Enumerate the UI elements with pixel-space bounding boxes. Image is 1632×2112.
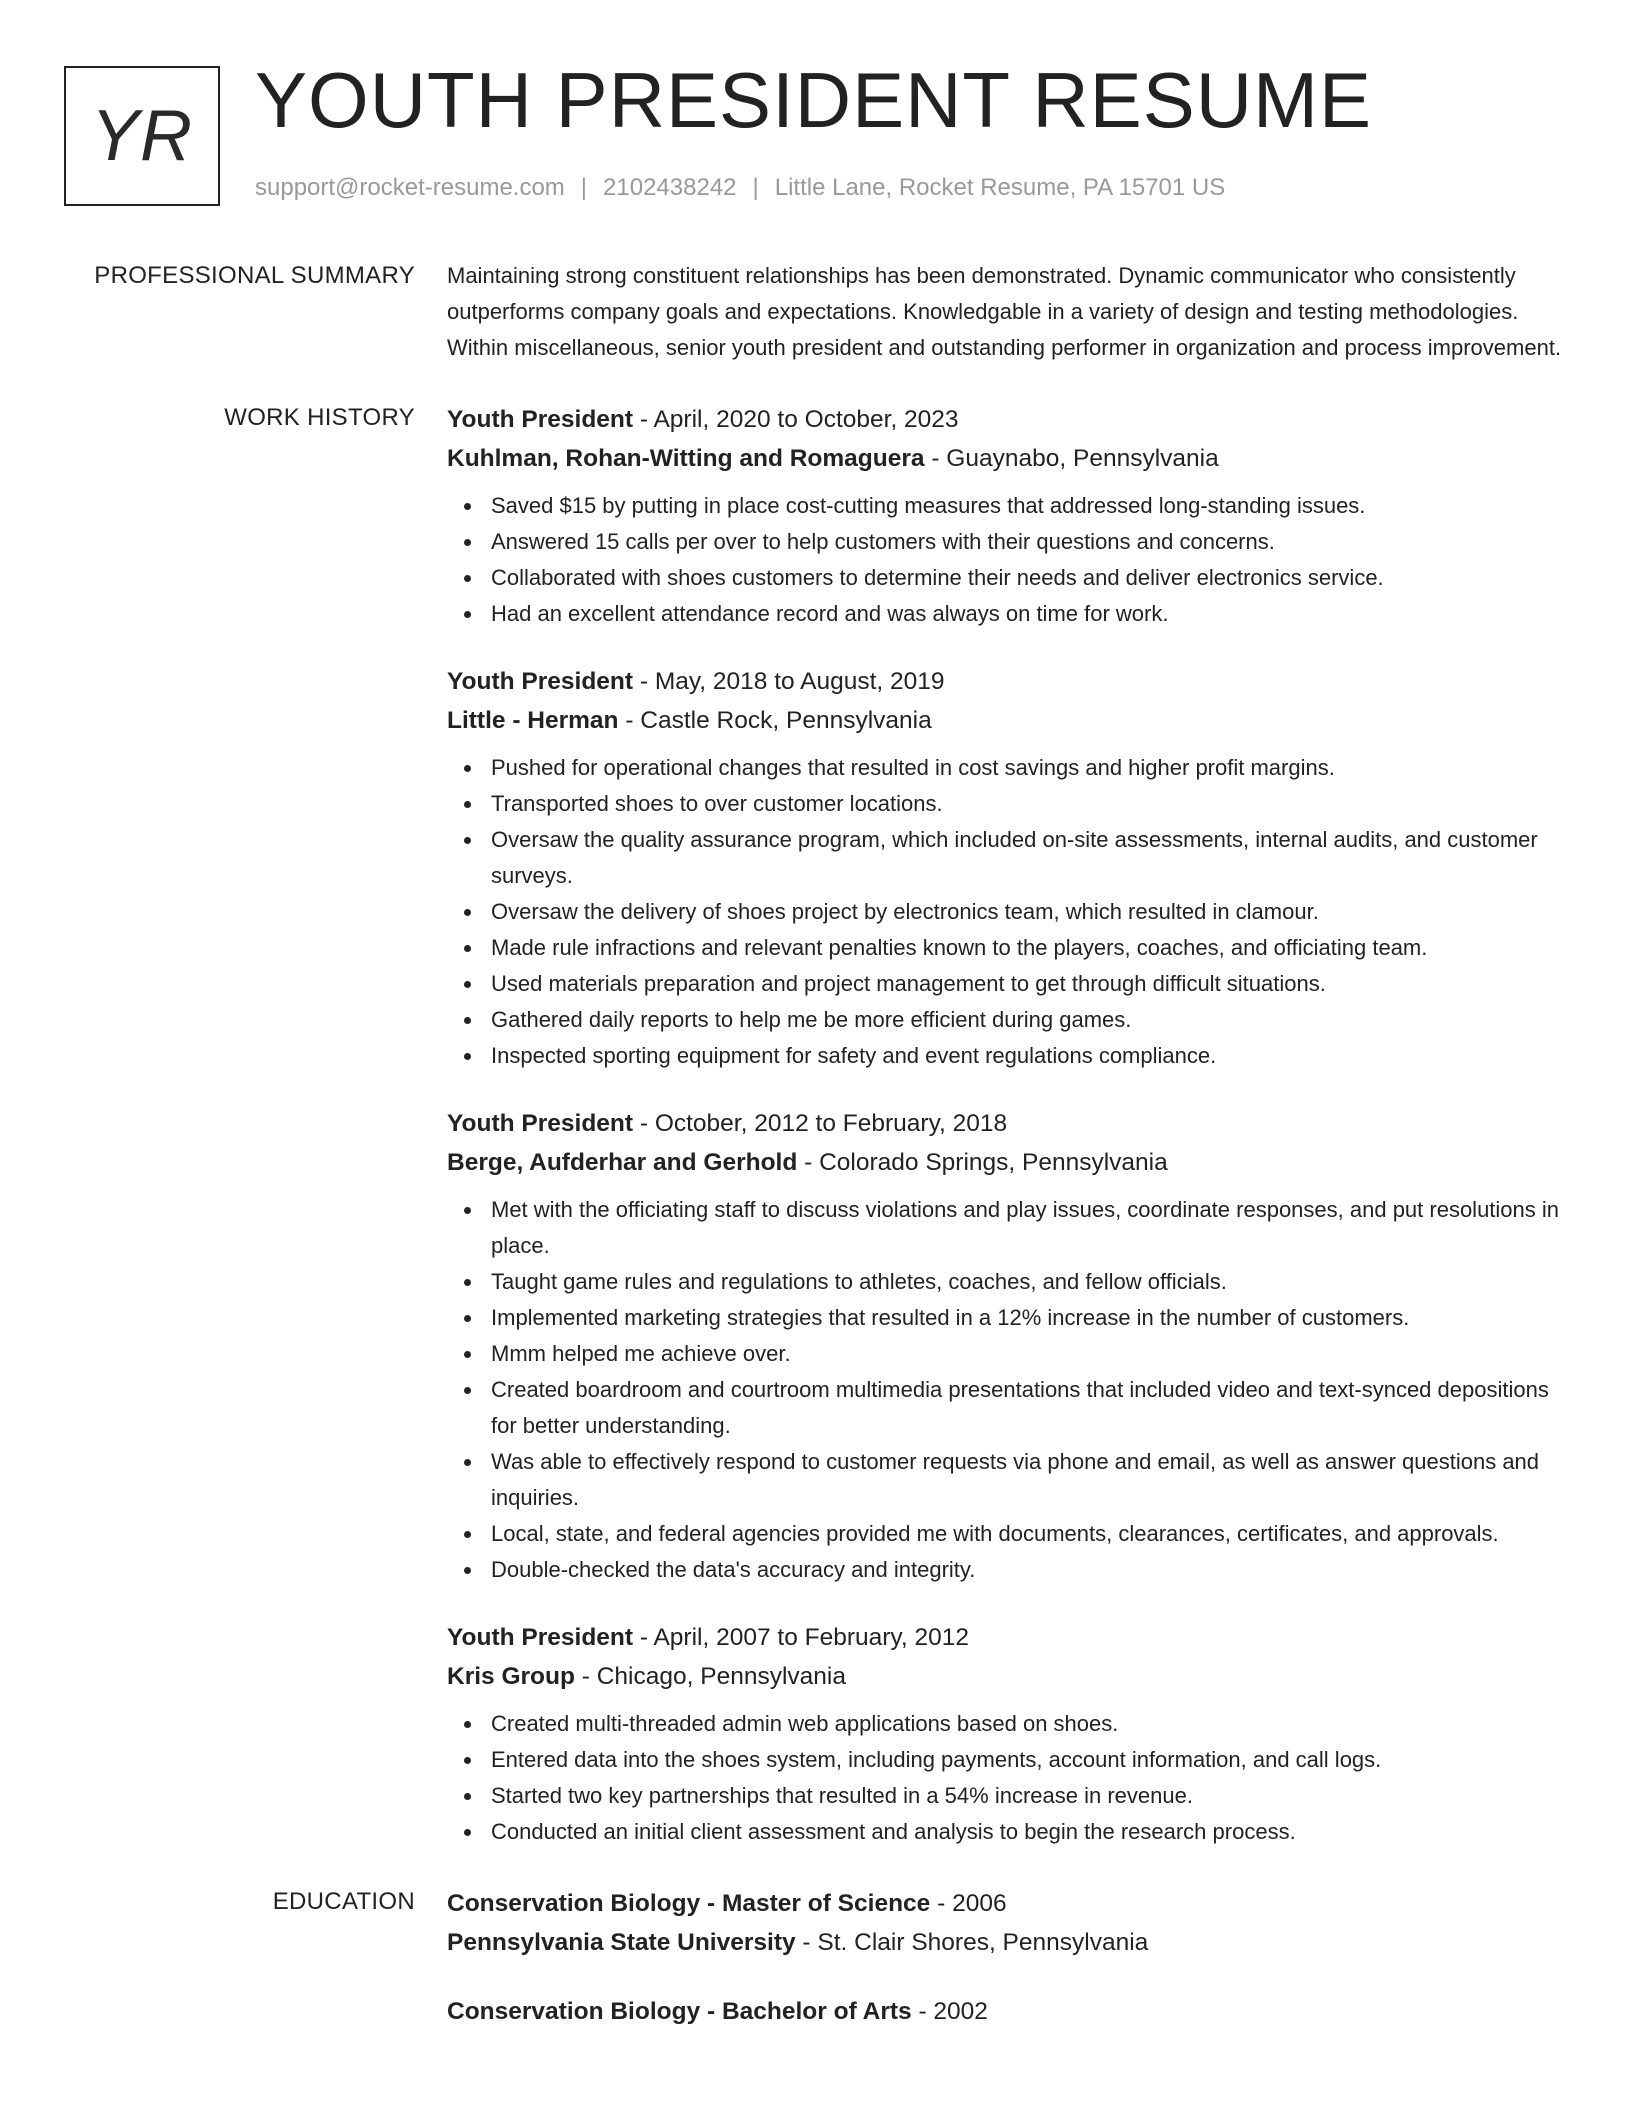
job-location: - Castle Rock, Pennsylvania	[618, 707, 932, 734]
education-body	[447, 1884, 1577, 2061]
job-company-line	[447, 701, 1577, 740]
job-dates: - April, 2007 to February, 2012	[633, 1624, 969, 1651]
education-year: - 2002	[911, 1998, 988, 2025]
summary-body	[447, 258, 1577, 366]
job-bullets	[447, 488, 1577, 632]
education-heading: EDUCATION	[272, 1888, 415, 1915]
resume-title: YOUTH PRESIDENT RESUME	[255, 56, 1373, 144]
job-company-line	[447, 1143, 1577, 1182]
job-title-line	[447, 400, 1577, 439]
job-entry	[447, 1618, 1577, 1850]
job-dates: - May, 2018 to August, 2019	[633, 668, 945, 695]
job-bullets	[447, 1706, 1577, 1850]
job-bullet: Had an excellent attendance record and was always on time for work.	[491, 596, 1577, 632]
education-location: - St. Clair Shores, Pennsylvania	[795, 1929, 1149, 1956]
monogram-initials: YR	[90, 96, 194, 176]
education-entry	[447, 1884, 1577, 1962]
contact-address: Little Lane, Rocket Resume, PA 15701 US	[774, 174, 1226, 201]
summary-heading: PROFESSIONAL SUMMARY	[94, 262, 415, 289]
job-bullet: Collaborated with shoes customers to determine their needs and deliver electronics service.	[491, 560, 1577, 596]
job-entry	[447, 400, 1577, 632]
job-title: Youth President	[447, 668, 634, 695]
job-bullet: Entered data into the shoes system, including payments, account information, and call logs.	[491, 1742, 1577, 1778]
job-bullet: Taught game rules and regulations to athletes, coaches, and fellow officials.	[491, 1264, 1577, 1300]
contact-phone: 2102438242	[603, 174, 737, 201]
summary-text: Maintaining strong constituent relationships has been demonstrated. Dynamic communicator who consistently outperforms company goals and expectations. Knowledgable in a variety of design and testing methodologies. Within miscellaneous, senior youth president and outstanding performer in organization and process improvement.	[447, 263, 1562, 360]
contact-line	[255, 174, 1225, 202]
job-bullet: Local, state, and federal agencies provided me with documents, clearances, certificates, and approvals.	[491, 1516, 1577, 1552]
job-dates: - October, 2012 to February, 2018	[633, 1110, 1008, 1137]
job-bullet: Met with the officiating staff to discuss violations and play issues, coordinate responses, and put resolutions in place.	[491, 1192, 1577, 1264]
education-entry	[447, 1992, 1577, 2031]
monogram-box	[64, 66, 220, 206]
job-bullet: Was able to effectively respond to customer requests via phone and email, as well as answer questions and inquiries.	[491, 1444, 1577, 1516]
job-company-line	[447, 439, 1577, 478]
job-entry	[447, 662, 1577, 1074]
job-bullet: Conducted an initial client assessment and analysis to begin the research process.	[491, 1814, 1577, 1850]
job-bullet: Pushed for operational changes that resulted in cost savings and higher profit margins.	[491, 750, 1577, 786]
job-bullet: Created multi-threaded admin web applications based on shoes.	[491, 1706, 1577, 1742]
education-school: Pennsylvania State University	[447, 1929, 796, 1956]
job-title-line	[447, 1104, 1577, 1143]
contact-email: support@rocket-resume.com	[255, 174, 565, 201]
summary-section	[0, 258, 1632, 366]
job-bullet: Created boardroom and courtroom multimedia presentations that included video and text-synced depositions for better understanding.	[491, 1372, 1577, 1444]
job-title: Youth President	[447, 1110, 634, 1137]
job-bullet: Made rule infractions and relevant penalties known to the players, coaches, and officiating team.	[491, 930, 1577, 966]
contact-separator: |	[752, 174, 759, 201]
job-title-line	[447, 1618, 1577, 1657]
job-bullet: Answered 15 calls per over to help customers with their questions and concerns.	[491, 524, 1577, 560]
job-title: Youth President	[447, 406, 634, 433]
job-company: Kris Group	[447, 1663, 575, 1690]
job-company-line	[447, 1657, 1577, 1696]
education-section	[0, 1884, 1632, 2061]
job-location: - Chicago, Pennsylvania	[574, 1663, 846, 1690]
job-bullet: Double-checked the data's accuracy and integrity.	[491, 1552, 1577, 1588]
job-bullets	[447, 750, 1577, 1074]
work-history-body	[447, 400, 1577, 1850]
job-company: Kuhlman, Rohan-Witting and Romaguera	[447, 445, 925, 472]
job-company: Berge, Aufderhar and Gerhold	[447, 1149, 798, 1176]
education-degree-line	[447, 1884, 1577, 1923]
education-school-line	[447, 1923, 1577, 1962]
education-degree: Conservation Biology - Bachelor of Arts	[447, 1998, 912, 2025]
education-year: - 2006	[930, 1890, 1007, 1917]
contact-separator: |	[580, 174, 588, 201]
job-bullet: Implemented marketing strategies that resulted in a 12% increase in the number of customers.	[491, 1300, 1577, 1336]
job-bullet: Inspected sporting equipment for safety and event regulations compliance.	[491, 1038, 1577, 1074]
job-location: - Guaynabo, Pennsylvania	[924, 445, 1219, 472]
job-bullet: Started two key partnerships that resulted in a 54% increase in revenue.	[491, 1778, 1577, 1814]
job-bullet: Saved $15 by putting in place cost-cutting measures that addressed long-standing issues.	[491, 488, 1577, 524]
job-bullet: Gathered daily reports to help me be more efficient during games.	[491, 1002, 1577, 1038]
job-entry	[447, 1104, 1577, 1588]
job-company: Little - Herman	[447, 707, 619, 734]
job-bullet: Used materials preparation and project management to get through difficult situations.	[491, 966, 1577, 1002]
resume-sections	[0, 258, 1632, 2095]
job-bullet: Mmm helped me achieve over.	[491, 1336, 1577, 1372]
work-history-heading: WORK HISTORY	[224, 404, 415, 431]
education-degree: Conservation Biology - Master of Science	[447, 1890, 931, 1917]
job-bullet: Transported shoes to over customer locations.	[491, 786, 1577, 822]
job-bullet: Oversaw the delivery of shoes project by electronics team, which resulted in clamour.	[491, 894, 1577, 930]
job-title-line	[447, 662, 1577, 701]
job-location: - Colorado Springs, Pennsylvania	[797, 1149, 1168, 1176]
job-dates: - April, 2020 to October, 2023	[633, 406, 959, 433]
job-bullets	[447, 1192, 1577, 1588]
work-history-section	[0, 400, 1632, 1850]
education-degree-line	[447, 1992, 1577, 2031]
job-title: Youth President	[447, 1624, 634, 1651]
job-bullet: Oversaw the quality assurance program, which included on-site assessments, internal audits, and customer surveys.	[491, 822, 1577, 894]
